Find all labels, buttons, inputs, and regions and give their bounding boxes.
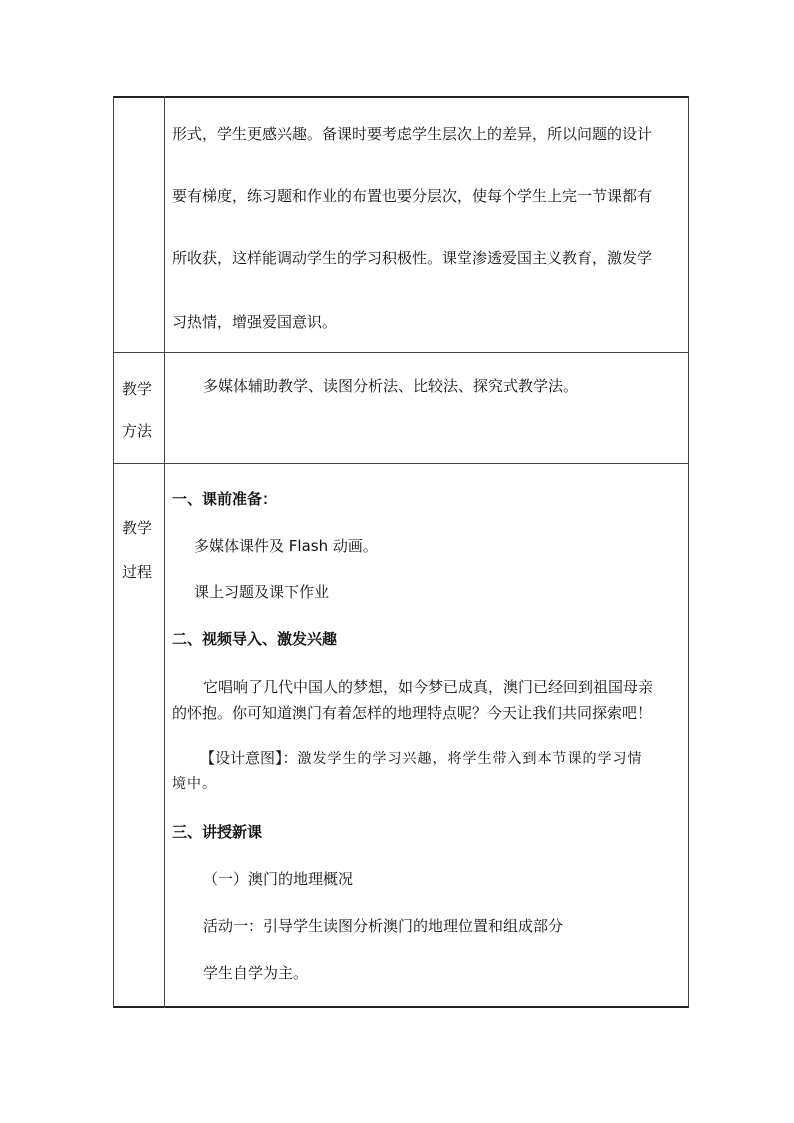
row-label-process: 过程	[122, 563, 153, 581]
paragraph-line: 活动一：引导学生读图分析澳门的地理位置和组成部分	[203, 917, 564, 935]
design-intent-line	[200, 747, 643, 768]
paragraph-line: 它唱响了几代中国人的梦想，如今梦已成真，澳门已经回到祖国母亲	[203, 678, 654, 696]
paragraph-line: 课上习题及课下作业	[194, 583, 330, 601]
paragraph-line: 习热情，增强爱国意识。	[172, 313, 338, 331]
column-divider	[164, 96, 165, 1008]
row-divider	[113, 463, 689, 464]
section-heading: 二、视频导入、激发兴趣	[172, 630, 338, 648]
row-divider	[113, 352, 689, 353]
design-intent-text: 激发学生的学习兴趣，将学生带入到本节课的学习情	[297, 751, 643, 767]
design-intent-label: 【设计意图】：	[200, 749, 298, 767]
section-heading: 一、课前准备：	[172, 490, 278, 508]
paragraph-line: 学生自学为主。	[203, 964, 309, 982]
paragraph-line: 所收获，这样能调动学生的学习积极性。课堂渗透爱国主义教育，激发学	[172, 249, 653, 267]
paragraph-line: 形式，学生更感兴趣。备课时要考虑学生层次上的差异，所以问题的设计	[172, 125, 653, 143]
subsection-heading: （一）澳门的地理概况	[203, 870, 354, 888]
row-label-method: 方法	[122, 422, 153, 440]
section-heading: 三、讲授新课	[172, 823, 263, 841]
paragraph-line: 要有梯度，练习题和作业的布置也要分层次，使每个学生上完一节课都有	[172, 187, 653, 205]
teaching-method-text: 多媒体辅助教学、读图分析法、比较法、探究式教学法。	[203, 377, 579, 395]
design-intent-line: 境中。	[172, 776, 217, 792]
paragraph-line: 的怀抱。你可知道澳门有着怎样的地理特点呢？今天让我们共同探索吧！	[172, 704, 653, 722]
paragraph-line: 多媒体课件及 Flash 动画。	[194, 537, 378, 555]
row-label-process: 教学	[122, 519, 153, 537]
row-label-method: 教学	[122, 380, 153, 398]
